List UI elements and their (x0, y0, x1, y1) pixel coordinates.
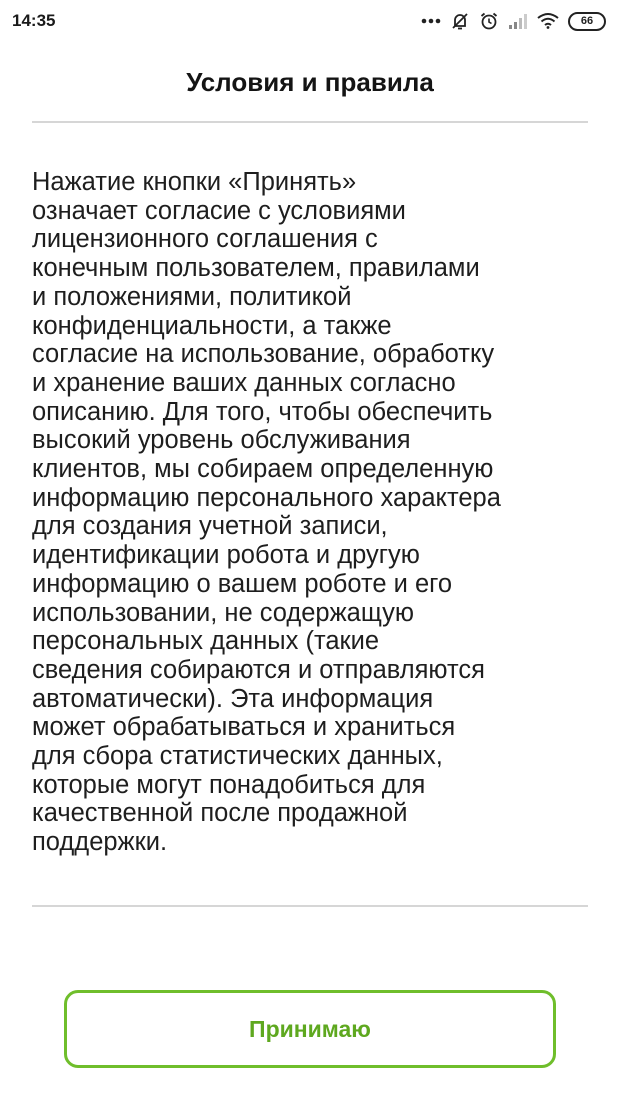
terms-line: конфиденциальности, а также (32, 311, 392, 340)
battery-icon (568, 12, 606, 31)
terms-line: поддержки. (32, 828, 168, 857)
more-dots-icon (421, 18, 441, 24)
terms-line: высокий уровень обслуживания (32, 426, 411, 455)
terms-line: сведения собираются и отправляются (32, 655, 485, 684)
alarm-off-icon (450, 11, 470, 31)
terms-line: означает согласие с условиями (32, 196, 406, 225)
terms-line: согласие на использование, обработку (32, 340, 495, 369)
terms-line: персональных данных (такие (32, 627, 380, 656)
terms-line: Нажатие кнопки «Принять» (32, 168, 357, 196)
terms-line: качественной после продажной (32, 799, 408, 828)
battery-level: 66 (580, 15, 594, 27)
terms-line: автоматически). Эта информация (32, 684, 434, 713)
terms-line: конечным пользователем, правилами (32, 254, 480, 283)
accept-button[interactable]: Принимаю (64, 990, 556, 1068)
terms-line: для создания учетной записи, (32, 512, 388, 541)
terms-line: может обрабатываться и храниться (32, 713, 456, 742)
content-divider (32, 905, 588, 907)
terms-line: для сбора статистических данных, (32, 742, 443, 771)
terms-line: и хранение ваших данных согласно (32, 368, 456, 397)
status-bar (0, 0, 620, 42)
header-divider (32, 121, 588, 123)
terms-text (32, 168, 592, 857)
status-time: 14:35 (12, 11, 56, 30)
terms-line: идентификации робота и другую (32, 541, 420, 570)
wifi-icon (537, 13, 559, 29)
alarm-clock-icon (479, 11, 499, 31)
signal-icon (508, 13, 528, 29)
terms-scroll-area[interactable] (32, 168, 592, 958)
terms-line: информацию о вашем роботе и его (32, 569, 453, 598)
terms-line: лицензионного соглашения с (32, 225, 378, 254)
status-icons (421, 11, 606, 31)
terms-line: использовании, не содержащую (32, 598, 414, 627)
terms-line: и положениями, политикой (32, 282, 352, 311)
terms-line: информацию персонального характера (32, 483, 501, 512)
terms-line: описанию. Для того, чтобы обеспечить (32, 397, 493, 426)
terms-line: клиентов, мы собираем определенную (32, 455, 494, 484)
scroll-fade (0, 952, 620, 992)
page-title: Условия и правила (186, 67, 434, 97)
terms-line: которые могут понадобиться для (32, 770, 426, 799)
